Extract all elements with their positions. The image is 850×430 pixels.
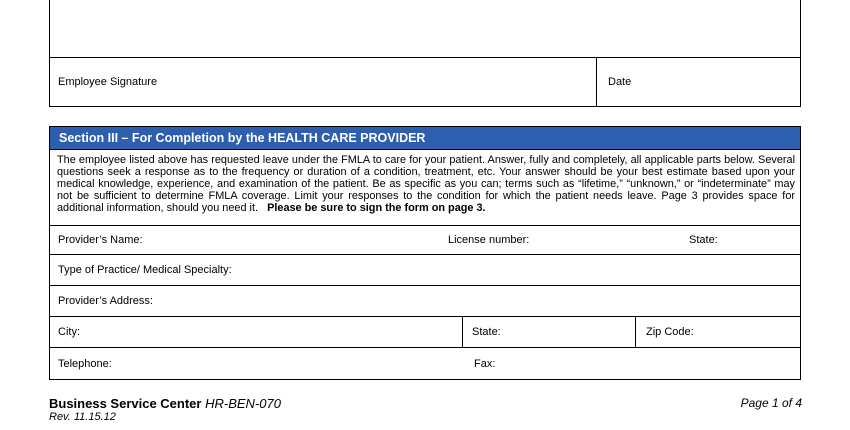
footer-revision: Rev. 11.15.12	[49, 411, 116, 423]
city-state-divider	[462, 317, 463, 347]
telephone-fax-row[interactable]	[49, 347, 801, 380]
telephone-label: Telephone:	[58, 358, 112, 370]
practice-type-label: Type of Practice/ Medical Specialty:	[58, 264, 232, 276]
footer-form-id: HR-BEN-070	[205, 396, 281, 411]
footer-org: Business Service Center	[49, 396, 202, 411]
state-zip-divider	[635, 317, 636, 347]
footer-page-number: Page 1 of 4	[740, 396, 802, 410]
employee-signature-field[interactable]	[49, 57, 597, 107]
provider-name-row[interactable]	[49, 225, 801, 255]
city-state-zip-row[interactable]	[49, 316, 801, 348]
zip-code-label: Zip Code:	[646, 326, 694, 338]
provider-address-label: Provider’s Address:	[58, 295, 153, 307]
provider-name-label: Provider’s Name:	[58, 234, 143, 246]
state2-label: State:	[472, 326, 501, 338]
date-field[interactable]	[596, 57, 801, 107]
instructions-text: The employee listed above has requested leave under the FMLA to care for your patient. Answer, fully and completely, all applicable parts below. Several questions seek a response as to the frequency or duration of a condition, treatment, etc. Your answer should be your best estimate based upon your medical knowledge, experience, and examination of the patient. Be as specific as you can; terms such as “lifetime,” “unknown,” or “indeterminate” may not be sufficient to determine FMLA coverage. Limit your responses to the condition for which the patient needs leave. Page 3 provides space for additional information, should you need it.	[57, 154, 795, 215]
fax-label: Fax:	[474, 358, 496, 370]
instructions-paragraph	[57, 154, 795, 214]
practice-type-row[interactable]	[49, 254, 801, 286]
provider-address-row[interactable]	[49, 285, 801, 317]
instructions-emphasis: Please be sure to sign the form on page 3.	[267, 202, 486, 215]
footer-title	[49, 396, 281, 411]
signature-area-top[interactable]	[49, 0, 801, 58]
license-number-label: License number:	[448, 234, 530, 246]
city-label: City:	[58, 326, 80, 338]
employee-signature-label: Employee Signature	[58, 76, 158, 88]
date-label: Date	[608, 76, 632, 88]
section-header: Section III – For Completion by the HEALTH CARE PROVIDER	[49, 126, 801, 150]
state-label: State:	[689, 234, 718, 246]
